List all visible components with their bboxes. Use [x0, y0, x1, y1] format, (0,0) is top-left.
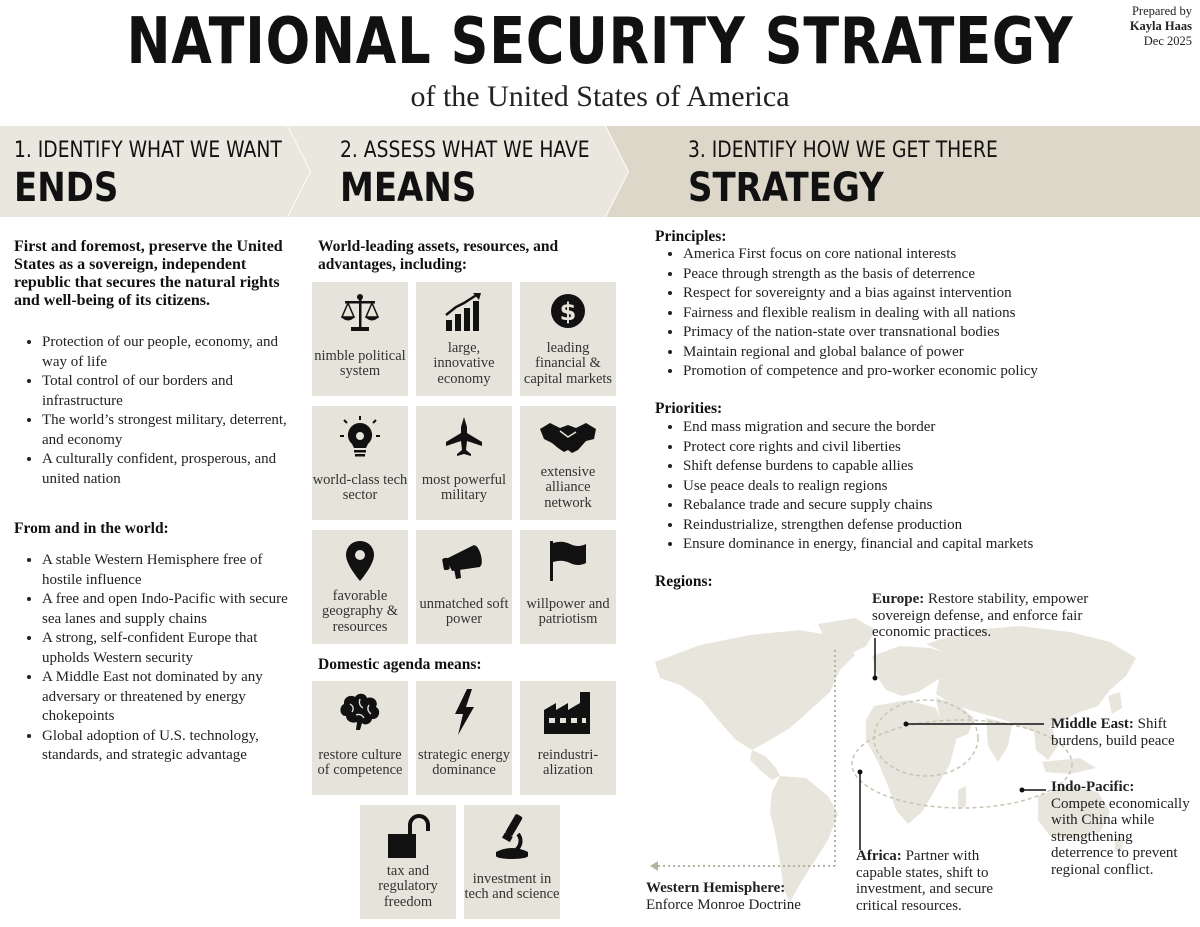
tile-geography: [312, 530, 408, 644]
list-item: • Protect core rights and civil liberties: [683, 438, 1200, 458]
tile-patriotism: [520, 530, 616, 644]
list-item: • A stable Western Hemisphere free of hostile influence: [42, 551, 310, 590]
tile-label: world-class tech sector: [312, 471, 408, 503]
tile-reindustrialization: [520, 681, 616, 795]
list-item: • The world’s strongest military, deterrent, and economy: [42, 411, 310, 450]
tile-soft-power: [416, 530, 512, 644]
microscope-icon: [488, 812, 536, 860]
tile-tax-freedom: [360, 805, 456, 919]
list-item: • Rebalance trade and secure supply chains: [683, 496, 1200, 516]
tile-military: [416, 406, 512, 520]
tile-label: investment in tech and science: [464, 870, 560, 902]
bar-chart-icon: [442, 291, 486, 335]
list-item: • Protection of our people, economy, and way of life: [42, 333, 310, 372]
tile-competence: [312, 681, 408, 795]
tile-label: leading financial & capital markets: [523, 339, 613, 387]
brain-icon: [336, 690, 384, 734]
tile-economy: [416, 282, 512, 396]
page-title: NATIONAL SECURITY STRATEGY: [126, 5, 1074, 79]
europe-dot: [873, 676, 878, 681]
tile-tech-investment: [464, 805, 560, 919]
ends-lead: First and foremost, preserve the United States as a sovereign, independent republic that secures the natural rights and well-being of its citizens.: [14, 238, 283, 309]
prepared-by: [1130, 4, 1192, 49]
tile-financial-markets: [520, 282, 616, 396]
unlocked-padlock-icon: [384, 812, 432, 860]
means-step: 2. ASSESS WHAT WE HAVE: [340, 138, 590, 163]
region-europe: Europe: Restore stability, empower sovereign defense, and enforce fair economic practices.: [872, 591, 1089, 640]
list-item: • Use peace deals to realign regions: [683, 477, 1200, 497]
region-indo-pacific: Indo-Pacific: Compete economically with China while strengthening deterrence to prevent regional conflict.: [1051, 779, 1190, 878]
means-word: MEANS: [340, 165, 477, 211]
list-item: • Ensure dominance in energy, financial and capital markets: [683, 535, 1200, 555]
fighter-jet-icon: [442, 415, 486, 459]
lightbulb-gear-icon: [338, 415, 382, 459]
location-pin-icon: [338, 539, 382, 583]
tile-label: restore culture of competence: [317, 746, 403, 778]
priorities-list: [655, 418, 1200, 555]
lightning-icon: [442, 688, 486, 736]
tile-label: unmatched soft power: [419, 595, 509, 627]
hemisphere-arrowhead: [650, 861, 658, 871]
list-item: • Maintain regional and global balance of power: [683, 343, 1200, 363]
world-heading: From and in the world:: [14, 520, 169, 537]
tile-label: nimble political system: [314, 347, 406, 379]
list-item: • Respect for sovereignty and a bias against intervention: [683, 284, 1200, 304]
tile-label: large, innovative economy: [433, 339, 495, 387]
region-middle-east: Middle East: Shift burdens, build peace: [1051, 716, 1175, 749]
prepared-date: Dec 2025: [1143, 34, 1192, 48]
dollar-icon: [546, 291, 590, 335]
region-africa: Africa: Partner with capable states, shift to investment, and secure critical resources.: [856, 848, 994, 914]
list-item: • A strong, self-confident Europe that upholds Western security: [42, 629, 310, 668]
indo-pacific-dot: [1020, 788, 1025, 793]
svg-text:$: $: [559, 298, 577, 326]
tile-label: most powerful military: [421, 471, 507, 503]
ends-step: 1. IDENTIFY WHAT WE WANT: [14, 138, 282, 163]
list-item: • A free and open Indo-Pacific with secure sea lanes and supply chains: [42, 590, 310, 629]
tile-label: reindustri-alization: [537, 746, 599, 778]
principles-heading: Principles:: [655, 228, 727, 245]
africa-dot: [858, 770, 863, 775]
list-item: • A culturally confident, prosperous, and united nation: [42, 450, 310, 489]
list-item: • Fairness and flexible realism in dealing with all nations: [683, 304, 1200, 324]
priorities-heading: Priorities:: [655, 400, 723, 417]
page-subtitle: of the United States of America: [410, 80, 790, 113]
tile-label: tax and regulatory freedom: [378, 862, 438, 910]
tile-political-system: [312, 282, 408, 396]
list-item: • End mass migration and secure the border: [683, 418, 1200, 438]
scales-icon: [338, 291, 382, 335]
list-item: • America First focus on core national interests: [683, 245, 1200, 265]
region-western-hemisphere: Western Hemisphere: Enforce Monroe Doctrine: [646, 880, 801, 913]
list-item: • A Middle East not dominated by any adversary or threatened by energy chokepoints: [42, 668, 310, 727]
list-item: • Shift defense burdens to capable allies: [683, 457, 1200, 477]
megaphone-icon: [440, 539, 488, 583]
author-name: Kayla Haas: [1129, 19, 1192, 33]
principles-list: [655, 245, 1200, 382]
domestic-heading: Domestic agenda means:: [318, 656, 482, 673]
ends-list: [14, 333, 310, 489]
tile-label: strategic energy dominance: [418, 746, 510, 778]
list-item: • Global adoption of U.S. technology, standards, and strategic advantage: [42, 727, 310, 766]
list-item: • Promotion of competence and pro-worker economic policy: [683, 362, 1200, 382]
list-item: • Peace through strength as the basis of deterrence: [683, 265, 1200, 285]
factory-icon: [542, 688, 594, 736]
tile-tech-sector: [312, 406, 408, 520]
strategy-word: STRATEGY: [688, 165, 884, 211]
ends-word: ENDS: [14, 165, 119, 211]
world-list: [14, 551, 310, 766]
strategy-step: 3. IDENTIFY HOW WE GET THERE: [688, 138, 998, 163]
list-item: • Primacy of the nation-state over transnational bodies: [683, 323, 1200, 343]
list-item: • Total control of our borders and infrastructure: [42, 372, 310, 411]
prepared-label: Prepared by: [1131, 4, 1192, 18]
tile-label: favorable geography & resources: [321, 587, 399, 635]
tile-energy: [416, 681, 512, 795]
tile-alliance-network: [520, 406, 616, 520]
tile-label: willpower and patriotism: [526, 595, 610, 627]
tile-label: extensive alliance network: [540, 463, 596, 511]
middle-east-dot: [904, 722, 909, 727]
means-heading: World-leading assets, resources, and advantages, including:: [318, 238, 559, 273]
flag-icon: [546, 539, 590, 583]
handshake-icon: [538, 415, 598, 459]
regions-heading: Regions:: [655, 573, 713, 590]
list-item: • Reindustrialize, strengthen defense production: [683, 516, 1200, 536]
